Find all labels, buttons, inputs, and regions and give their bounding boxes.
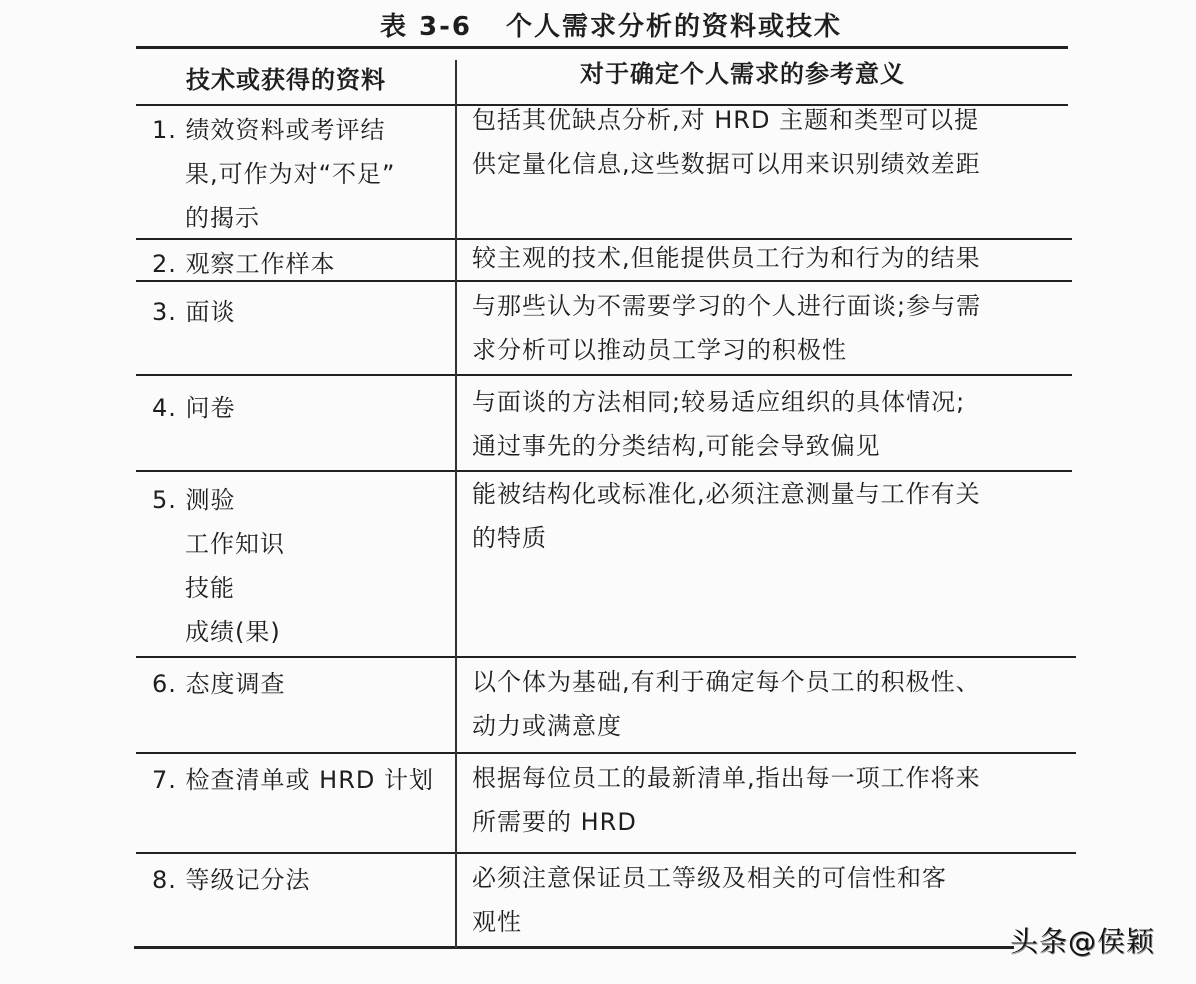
technique-cell: 7. 检查清单或 HRD 计划 <box>152 766 434 794</box>
row-divider <box>136 374 1072 376</box>
technique-cell: 6. 态度调查 <box>152 670 286 698</box>
column-divider <box>455 60 457 948</box>
bottom-rule <box>134 946 1014 949</box>
meaning-cell: 与那些认为不需要学习的个人进行面谈;参与需 求分析可以推动员工学习的积极性 <box>472 292 982 364</box>
row-divider <box>136 752 1076 754</box>
table-number: 表 3-6 <box>380 12 473 42</box>
row-divider <box>136 852 1076 854</box>
meaning-cell: 能被结构化或标准化,必须注意测量与工作有关 的特质 <box>472 480 981 552</box>
column-header-meaning: 对于确定个人需求的参考意义 <box>580 60 905 88</box>
table-title: 个人需求分析的资料或技术 <box>506 12 843 42</box>
watermark: 头条@侯颖 <box>1010 925 1156 958</box>
table-caption <box>380 6 842 43</box>
technique-cell: 5. 测验 工作知识 技能 成绩(果) <box>152 486 285 646</box>
technique-cell: 1. 绩效资料或考评结 果,可作为对“不足” 的揭示 <box>152 116 396 232</box>
row-divider <box>136 656 1076 658</box>
meaning-cell: 必须注意保证员工等级及相关的可信性和客 观性 <box>472 864 947 936</box>
column-header-technique: 技术或获得的资料 <box>186 66 386 94</box>
technique-cell: 4. 问卷 <box>152 394 236 422</box>
top-rule <box>136 46 1068 49</box>
meaning-cell: 以个体为基础,有利于确定每个员工的积极性、 动力或满意度 <box>472 668 981 740</box>
technique-cell: 3. 面谈 <box>152 298 236 326</box>
technique-cell: 8. 等级记分法 <box>152 866 311 894</box>
meaning-cell: 包括其优缺点分析,对 HRD 主题和类型可以提 供定量化信息,这些数据可以用来识别绩效差距 <box>472 106 981 178</box>
meaning-cell: 与面谈的方法相同;较易适应组织的具体情况; 通过事先的分类结构,可能会导致偏见 <box>472 388 966 460</box>
technique-cell: 2. 观察工作样本 <box>152 250 336 278</box>
meaning-cell: 根据每位员工的最新清单,指出每一项工作将来 所需要的 HRD <box>472 764 981 836</box>
meaning-cell: 较主观的技术,但能提供员工行为和行为的结果 <box>472 244 981 272</box>
